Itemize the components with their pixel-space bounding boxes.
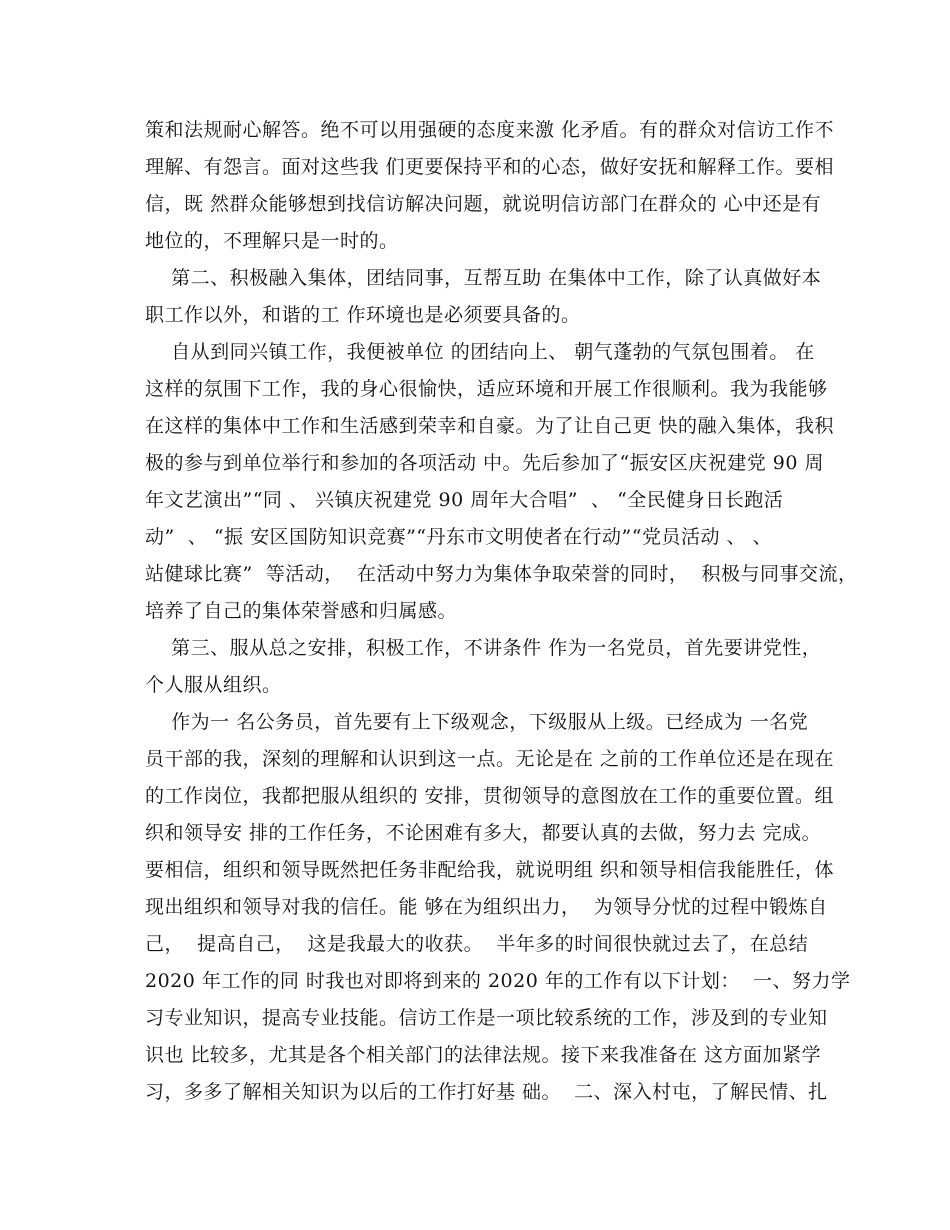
text-line: 员干部的我，深刻的理解和认识到这一点。无论是在 之前的工作单位还是在现在 xyxy=(145,748,835,770)
text-line: 站健球比赛” 等活动， 在活动中努力为集体争取荣誉的同时， 积极与同事交流， xyxy=(145,563,858,585)
text-line: 第三、服从总之安排，积极工作，不讲条件 作为一名党员，首先要讲党性， xyxy=(145,637,822,659)
text-line: 这样的氛围下工作，我的身心很愉快，适应环境和开展工作很顺利。我为我能够 xyxy=(145,378,828,400)
text-line: 习，多多了解相关知识为以后的工作打好基 础。 二、深入村屯，了解民情、扎 xyxy=(145,1081,828,1103)
text-line: 的工作岗位，我都把服从组织的 安排，贯彻领导的意图放在工作的重要位置。组 xyxy=(145,785,835,807)
text-line: 己， 提高自己， 这是我最大的收获。 半年多的时间很快就过去了，在总结 xyxy=(145,933,809,955)
text-line: 理解、有怨言。面对这些我 们更要保持平和的心态，做好安抚和解释工作。要相 xyxy=(145,156,835,178)
text-line: 个人服从组织。 xyxy=(145,674,282,696)
text-line: 要相信，组织和领导既然把任务非配给我，就说明组 织和领导相信我能胜任，体 xyxy=(145,859,835,881)
text-line: 年文艺演出”“同 、 兴镇庆祝建党 90 周年大合唱” 、 “全民健身日长跑活 xyxy=(145,489,784,511)
text-line: 2020 年工作的同 时我也对即将到来的 2020 年的工作有以下计划： 一、努力学 xyxy=(145,970,851,992)
text-line: 极的参与到单位举行和参加的各项活动 中。先后参加了“振安区庆祝建党 90 周 xyxy=(145,452,825,474)
text-line: 信，既 然群众能够想到找信访解决问题，就说明信访部门在群众的 心中还是有 xyxy=(145,193,822,215)
text-line: 自从到同兴镇工作，我便被单位 的团结向上、 朝气蓬勃的气氛包围着。 在 xyxy=(145,341,815,363)
text-line: 培养了自己的集体荣誉感和归属感。 xyxy=(145,600,458,622)
text-line: 织和领导安 排的工作任务，不论困难有多大，都要认真的去做，努力去 完成。 xyxy=(145,822,822,844)
text-line: 动” 、 “振 安区国防知识竞赛”“丹东市文明使者在行动”“党员活动 、 、 xyxy=(145,526,773,548)
text-line: 策和法规耐心解答。绝不可以用强硬的态度来激 化矛盾。有的群众对信访工作不 xyxy=(145,119,835,141)
text-line: 职工作以外，和谐的工 作环境也是必须要具备的。 xyxy=(145,304,581,326)
text-line: 习专业知识，提高专业技能。信访工作是一项比较系统的工作，涉及到的专业知 xyxy=(145,1007,828,1029)
text-line: 在这样的集体中工作和生活感到荣幸和自豪。为了让自己更 快的融入集体，我积 xyxy=(145,415,835,437)
text-line: 地位的，不理解只是一时的。 xyxy=(145,230,399,252)
text-line: 识也 比较多，尤其是各个相关部门的法律法规。接下来我准备在 这方面加紧学 xyxy=(145,1044,822,1066)
text-line: 现出组织和领导对我的信任。能 够在为组织出力， 为领导分忧的过程中锻炼自 xyxy=(145,896,828,918)
text-line: 作为一 名公务员，首先要有上下级观念，下级服从上级。已经成为 一名党 xyxy=(145,711,809,733)
text-line: 第二、积极融入集体，团结同事，互帮互助 在集体中工作，除了认真做好本 xyxy=(145,267,822,289)
